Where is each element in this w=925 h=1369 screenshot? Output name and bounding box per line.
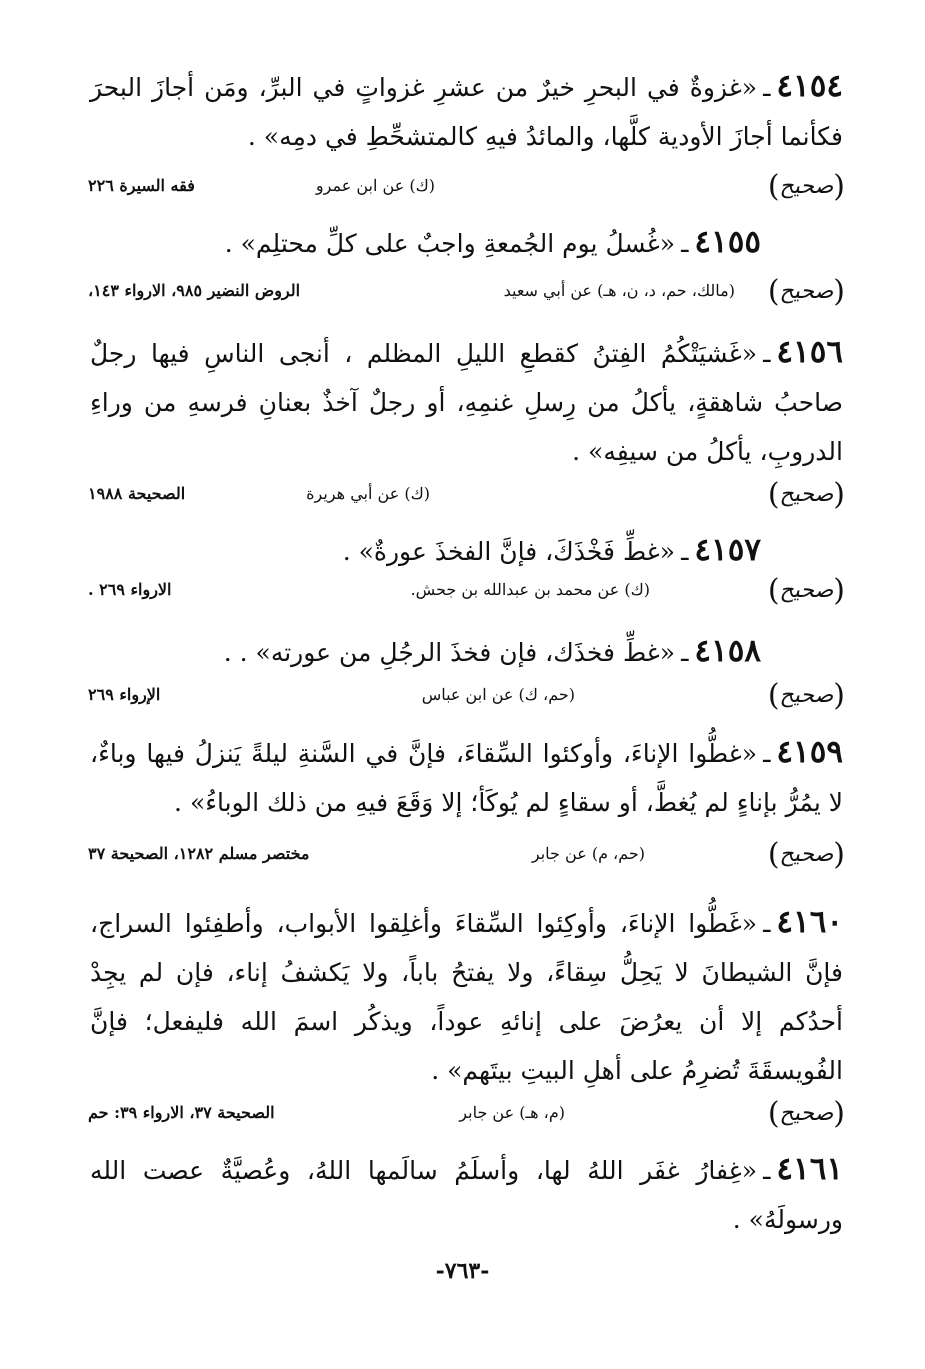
source-line-4159	[88, 838, 845, 874]
narrator: (ك) عن أبي هريرة	[306, 484, 430, 503]
reference: الصحيحة ٣٧، الارواء ٣٩: حم	[88, 1103, 275, 1122]
reference: الروض النضير ٩٨٥، الارواء ١٤٣،	[88, 281, 301, 300]
source-line-4157	[88, 574, 845, 610]
hadith-number: ٤١٥٧	[694, 532, 761, 568]
reference: فقه السيرة ٢٢٦	[88, 176, 195, 195]
grade: (صحيح)	[767, 678, 845, 713]
hadith-4154: ٤١٥٤ـ«غزوةٌ في البحرِ خيرٌ من عشرِ غزواتٍ في البرِّ، ومَن أجازَ البحرَ فكأنما أجازَ الأودية كلَّها، والمائدُ فيهِ كالمتشحِّطِ في دمِه» .	[90, 68, 843, 151]
hadith-4158: ٤١٥٨ـ«غطِّ فخذَك، فإن فخذَ الرجُلِ من عورته» . .	[223, 633, 761, 669]
page-number: -٧٦٣-	[435, 1258, 490, 1284]
hadith-text: «غُسلُ يوم الجُمعةِ واجبٌ على كلِّ محتلِم» .	[224, 229, 676, 258]
reference: الارواء ٢٦٩ .	[88, 580, 172, 599]
hadith-text: «غَشيَتْكُمُ الفِتنُ كقطعِ الليلِ المظلم ، أنجى الناسِ فيها رجلٌ صاحبُ شاهقةٍ، يأكلُ من رِسلِ غنمِهِ، أو رجلٌ آخذٌ بعنانِ فرسهِ من وراءِ الدروبِ، يأكلُ من سيفِه» .	[90, 339, 843, 466]
hadith-text: «غزوةٌ في البحرِ خيرٌ من عشرِ غزواتٍ في البرِّ، ومَن أجازَ البحرَ فكأنما أجازَ الأودية كلَّها، والمائدُ فيهِ كالمتشحِّطِ في دمِه» .	[90, 73, 843, 151]
hadith-text: «غَطُّوا الإناءَ، وأوكِئوا السِّقاءَ وأغلِقوا الأبواب، وأطفِئوا السراج، فإنَّ الشيطانَ لا يَحِلُّ سِقاءً، ولا يفتحُ باباً، ولا يَكشفُ إناء، فإن لم يجِدْ أحدُكم إلا أن يعرُضَ على إنائهِ عوداً، ويذكُر اسمَ الله فليفعل؛ فإنَّ الفُويسقَةَ تُضرِمُ على أهلِ البيتِ بيتَهم» .	[90, 909, 843, 1085]
source-line-4156	[88, 478, 845, 514]
source-line-4160	[88, 1097, 845, 1133]
narrator: (م، هـ) عن جابر	[459, 1103, 565, 1122]
hadith-4157: ٤١٥٧ـ«غطِّ فَخْذَكَ، فإنَّ الفخذَ عورةٌ» .	[342, 532, 761, 568]
hadith-number: ٤١٦١	[776, 1151, 843, 1187]
hadith-text: «غطُّوا الإناءَ، وأوكئوا السِّقاءَ، فإنَّ في السَّنةِ ليلةً يَنزلُ فيها وباءٌ، لا يمُرُّ بإناءٍ لم يُغطَّ، أو سقاءٍ لم يُوكَأ؛ إلا وَقَعَ فيهِ من ذلك الوباءُ» .	[90, 739, 843, 817]
reference: الإرواء ٢٦٩	[88, 685, 161, 704]
hadith-text: «غطِّ فخذَك، فإن فخذَ الرجُلِ من عورته» . .	[223, 638, 676, 667]
hadith-4155: ٤١٥٥ـ«غُسلُ يوم الجُمعةِ واجبٌ على كلِّ محتلِم» .	[224, 224, 761, 260]
narrator: (ك) عن محمد بن عبدالله بن جحش.	[410, 580, 650, 599]
reference: مختصر مسلم ١٢٨٢، الصحيحة ٣٧	[88, 844, 310, 863]
narrator: (حم، م) عن جابر	[531, 844, 645, 863]
narrator: (حم، ك) عن ابن عباس	[421, 685, 575, 704]
narrator: (ك) عن ابن عمرو	[315, 176, 435, 195]
grade: (صحيح)	[767, 837, 845, 872]
narrator: (مالك، حم، د، ن، هـ) عن أبي سعيد	[503, 281, 735, 300]
hadith-4161: ٤١٦١ـ«غِفارُ غفَر اللهُ لها، وأسلَمُ سالَمها اللهُ، وعُصيَّةٌ عصت الله ورسولَهُ» .	[90, 1151, 843, 1234]
hadith-number: ٤١٥٨	[694, 633, 761, 669]
hadith-4156: ٤١٥٦ـ«غَشيَتْكُمُ الفِتنُ كقطعِ الليلِ المظلم ، أنجى الناسِ فيها رجلٌ صاحبُ شاهقةٍ، يأكلُ من رِسلِ غنمِهِ، أو رجلٌ آخذٌ بعنانِ فرسهِ من وراءِ الدروبِ، يأكلُ من سيفِه» .	[90, 334, 843, 466]
reference: الصحيحة ١٩٨٨	[88, 484, 186, 503]
grade: (صحيح)	[767, 573, 845, 608]
source-line-4154	[88, 170, 845, 206]
hadith-4160: ٤١٦٠ـ«غَطُّوا الإناءَ، وأوكِئوا السِّقاءَ وأغلِقوا الأبواب، وأطفِئوا السراج، فإنَّ الشيطانَ لا يَحِلُّ سِقاءً، ولا يفتحُ باباً، ولا يَكشفُ إناء، فإن لم يجِدْ أحدُكم إلا أن يعرُضَ على إنائهِ عوداً، ويذكُر اسمَ الله فليفعل؛ فإنَّ الفُويسقَةَ تُضرِمُ على أهلِ البيتِ بيتَهم» .	[90, 904, 843, 1085]
source-line-4155	[88, 275, 845, 311]
grade: (صحيح)	[767, 1096, 845, 1131]
hadith-number: ٤١٥٥	[694, 224, 761, 260]
grade: (صحيح)	[767, 477, 845, 512]
hadith-number: ٤١٥٩	[776, 734, 843, 770]
grade: (صحيح)	[767, 274, 845, 309]
hadith-text: «غِفارُ غفَر اللهُ لها، وأسلَمُ سالَمها اللهُ، وعُصيَّةٌ عصت الله ورسولَهُ» .	[90, 1156, 843, 1234]
source-line-4158	[88, 679, 845, 715]
hadith-number: ٤١٥٤	[776, 68, 843, 104]
hadith-text: «غطِّ فَخْذَكَ، فإنَّ الفخذَ عورةٌ» .	[342, 537, 676, 566]
hadith-4159: ٤١٥٩ـ«غطُّوا الإناءَ، وأوكئوا السِّقاءَ، فإنَّ في السَّنةِ ليلةً يَنزلُ فيها وباءٌ، لا يمُرُّ بإناءٍ لم يُغطَّ، أو سقاءٍ لم يُوكَأ؛ إلا وَقَعَ فيهِ من ذلك الوباءُ» .	[90, 734, 843, 817]
hadith-number: ٤١٥٦	[776, 334, 843, 370]
grade: (صحيح)	[767, 169, 845, 204]
hadith-number: ٤١٦٠	[776, 904, 843, 940]
